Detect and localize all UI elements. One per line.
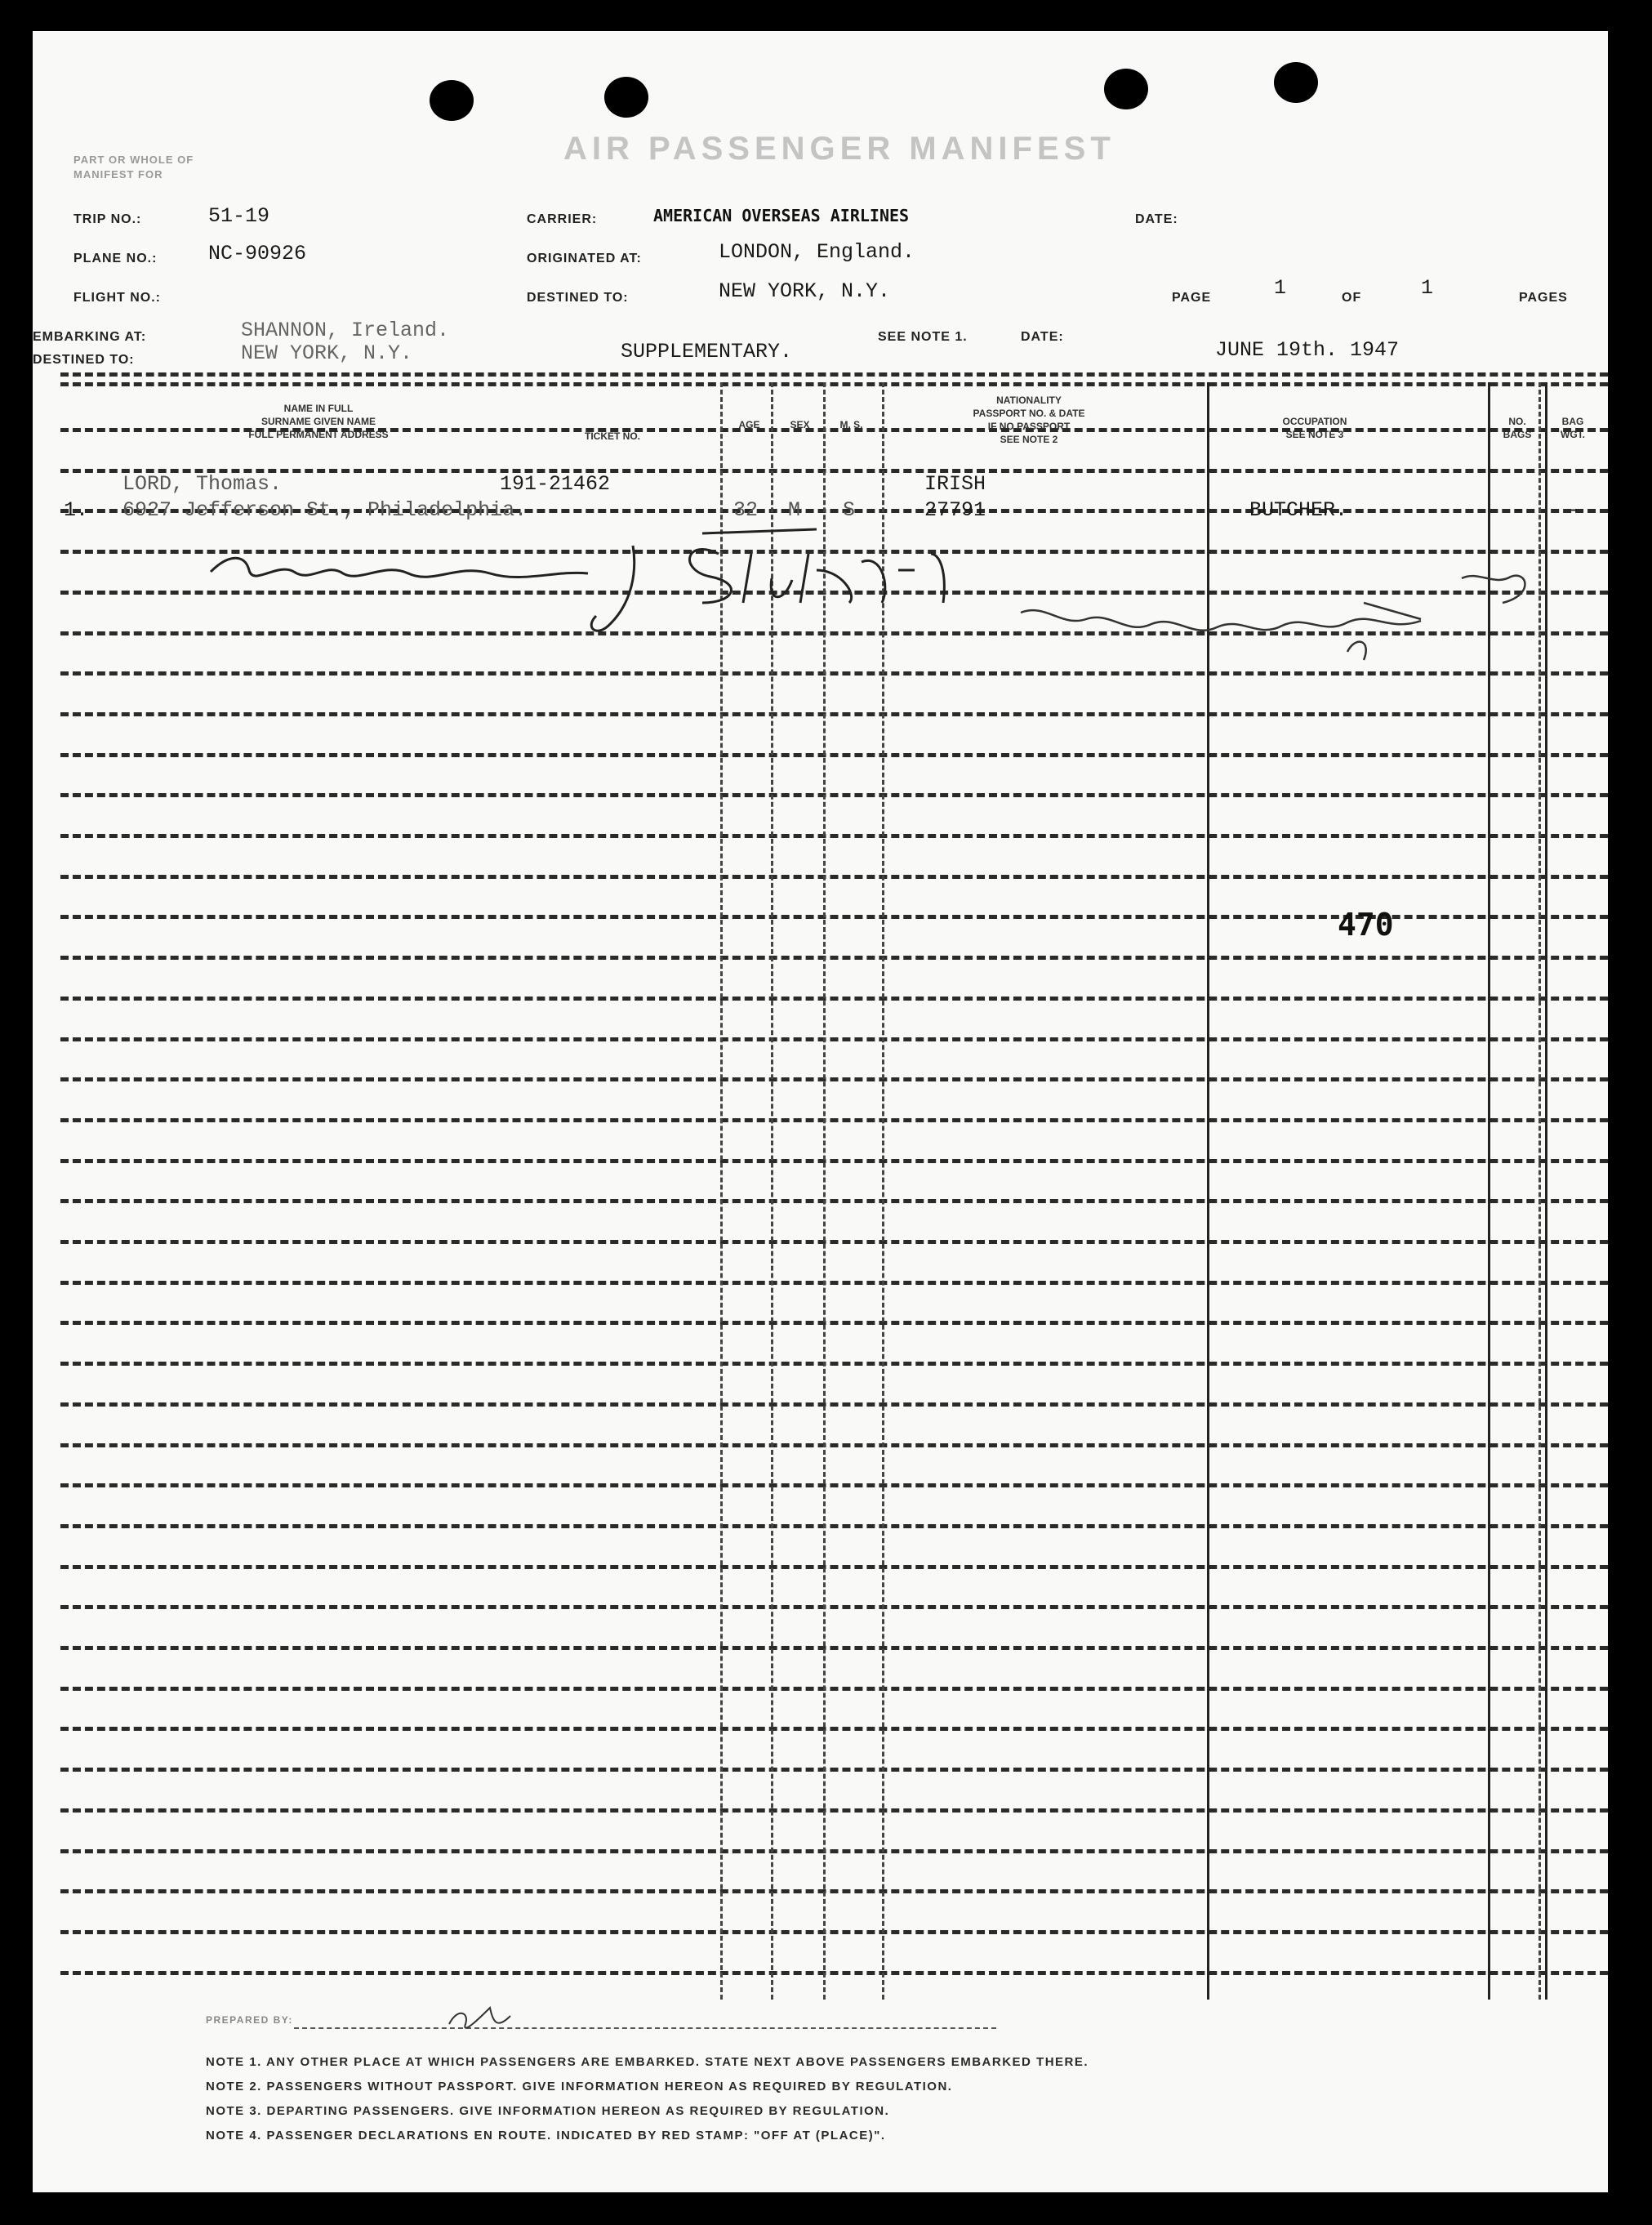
grid-row-line [60, 1889, 1608, 1893]
grid-row-line [60, 1808, 1608, 1813]
stamp-number: 470 [1338, 907, 1394, 943]
col-weight: BAG WGT. [1561, 416, 1585, 440]
trip-value: 51-19 [208, 204, 270, 228]
passenger-passport: 27791 [924, 498, 986, 522]
grid-row-line [60, 1240, 1608, 1244]
passenger-weight: - [1568, 498, 1581, 522]
originated-value: LONDON, England. [719, 240, 915, 264]
grid-row-line [60, 997, 1608, 1001]
grid-row-line [60, 1321, 1608, 1325]
supplementary-label: SUPPLEMENTARY. [621, 340, 793, 363]
prepared-initials-scribble [433, 1991, 531, 2040]
plane-value: NC-90926 [208, 242, 307, 265]
passenger-address: 6927 Jefferson St., Philadelphia. [122, 498, 528, 522]
footer-note-4: NOTE 4. PASSENGER DECLARATIONS EN ROUTE. INDICATED BY RED STAMP: "OFF AT (PLACE)". [206, 2129, 886, 2143]
destined2-label: DESTINED TO: [33, 353, 135, 367]
grid-row-line [60, 1483, 1608, 1487]
col-nationality: NATIONALITY PASSPORT NO. & DATE IF NO PASSPORT SEE NOTE 2 [973, 395, 1085, 445]
grid-row-line [60, 1159, 1608, 1163]
grid-row-line [60, 1646, 1608, 1650]
see-note-label: SEE NOTE 1. [878, 330, 968, 344]
destined-value: NEW YORK, N.Y. [719, 279, 891, 303]
grid-row-line [60, 1362, 1608, 1366]
grid-row-line [60, 1037, 1608, 1041]
passenger-sex: M [788, 498, 801, 522]
passenger-bags: - [1512, 498, 1525, 522]
grid-row-line [60, 712, 1608, 716]
footer-note-1: NOTE 1. ANY OTHER PLACE AT WHICH PASSENGERS ARE EMBARKED. STATE NEXT ABOVE PASSENGERS EMBARKED THERE. [206, 2055, 1089, 2069]
grid-row-line [60, 1524, 1608, 1528]
footer-note-2: NOTE 2. PASSENGERS WITHOUT PASSPORT. GIVE INFORMATION HEREON AS REQUIRED BY REGULATION. [206, 2080, 953, 2093]
grid-row-line [60, 1768, 1608, 1772]
preheader-line2: MANIFEST FOR [73, 168, 163, 181]
grid-row-line [60, 1443, 1608, 1447]
page-value: 1 [1274, 276, 1287, 300]
grid-row-line [60, 1565, 1608, 1569]
preheader-line1: PART OR WHOLE OF [73, 154, 194, 166]
carrier-label: CARRIER: [527, 212, 598, 226]
col-bags: NO. BAGS [1503, 416, 1532, 440]
grid-row-line [60, 753, 1608, 757]
carrier-value: AMERICAN OVERSEAS AIRLINES [653, 206, 910, 225]
passenger-age: 32 [733, 498, 759, 522]
embarking-value: SHANNON, Ireland. [241, 319, 450, 342]
signature-scribble [33, 31, 1608, 684]
passenger-ticket: 191-21462 [500, 472, 611, 496]
grid-row-line [60, 1727, 1608, 1731]
grid-row-line [60, 875, 1608, 879]
col-ticket: TICKET NO. [585, 430, 640, 442]
grid-row-line [60, 1077, 1608, 1081]
grid-row-line [60, 956, 1608, 960]
col-sex: SEX [790, 419, 810, 430]
prepared-label: PREPARED BY: [206, 2014, 293, 2026]
passenger-number: 1. [64, 498, 89, 522]
date2-label: DATE: [1021, 330, 1064, 344]
originated-label: ORIGINATED AT: [527, 252, 642, 265]
grid-row-line [60, 1687, 1608, 1691]
col-occupation: OCCUPATION SEE NOTE 3 [1282, 416, 1347, 440]
grid-row-line [60, 1402, 1608, 1407]
of-label: OF [1342, 291, 1362, 305]
passenger-nationality: IRISH [924, 472, 986, 496]
grid-row-line [60, 1605, 1608, 1609]
destined2-value: NEW YORK, N.Y. [241, 341, 413, 365]
grid-row-line [60, 1199, 1608, 1203]
col-name: NAME IN FULL SURNAME GIVEN NAME FULL PERMANENT ADDRESS [248, 403, 389, 440]
page-label: PAGE [1172, 291, 1212, 305]
footer-note-3: NOTE 3. DEPARTING PASSENGERS. GIVE INFORMATION HEREON AS REQUIRED BY REGULATION. [206, 2104, 890, 2118]
grid-row-line [60, 1849, 1608, 1853]
plane-label: PLANE NO.: [73, 252, 158, 265]
pages-value: 1 [1421, 276, 1434, 300]
grid-row-line [60, 834, 1608, 838]
col-married: M. S. [839, 419, 863, 430]
embarking-label: EMBARKING AT: [33, 330, 147, 344]
passenger-name: LORD, Thomas. [122, 472, 283, 496]
grid-row-line [60, 793, 1608, 797]
grid-row-line [60, 1281, 1608, 1285]
col-age: AGE [738, 419, 760, 430]
passenger-occupation: BUTCHER. [1249, 498, 1348, 522]
manifest-sheet [33, 31, 1608, 2192]
date2-value: JUNE 19th. 1947 [1215, 338, 1400, 362]
pages-label: PAGES [1519, 291, 1568, 305]
prepared-signature-line [294, 2027, 996, 2029]
flight-label: FLIGHT NO.: [73, 291, 161, 305]
trip-label: TRIP NO.: [73, 212, 142, 226]
form-title: AIR PASSENGER MANIFEST [563, 131, 1115, 167]
grid-row-line [60, 1118, 1608, 1122]
grid-row-line [60, 1971, 1608, 1975]
destined-label: DESTINED TO: [527, 291, 629, 305]
passenger-marital: S [843, 498, 856, 522]
date-label: DATE: [1135, 212, 1178, 226]
grid-row-line [60, 1930, 1608, 1934]
